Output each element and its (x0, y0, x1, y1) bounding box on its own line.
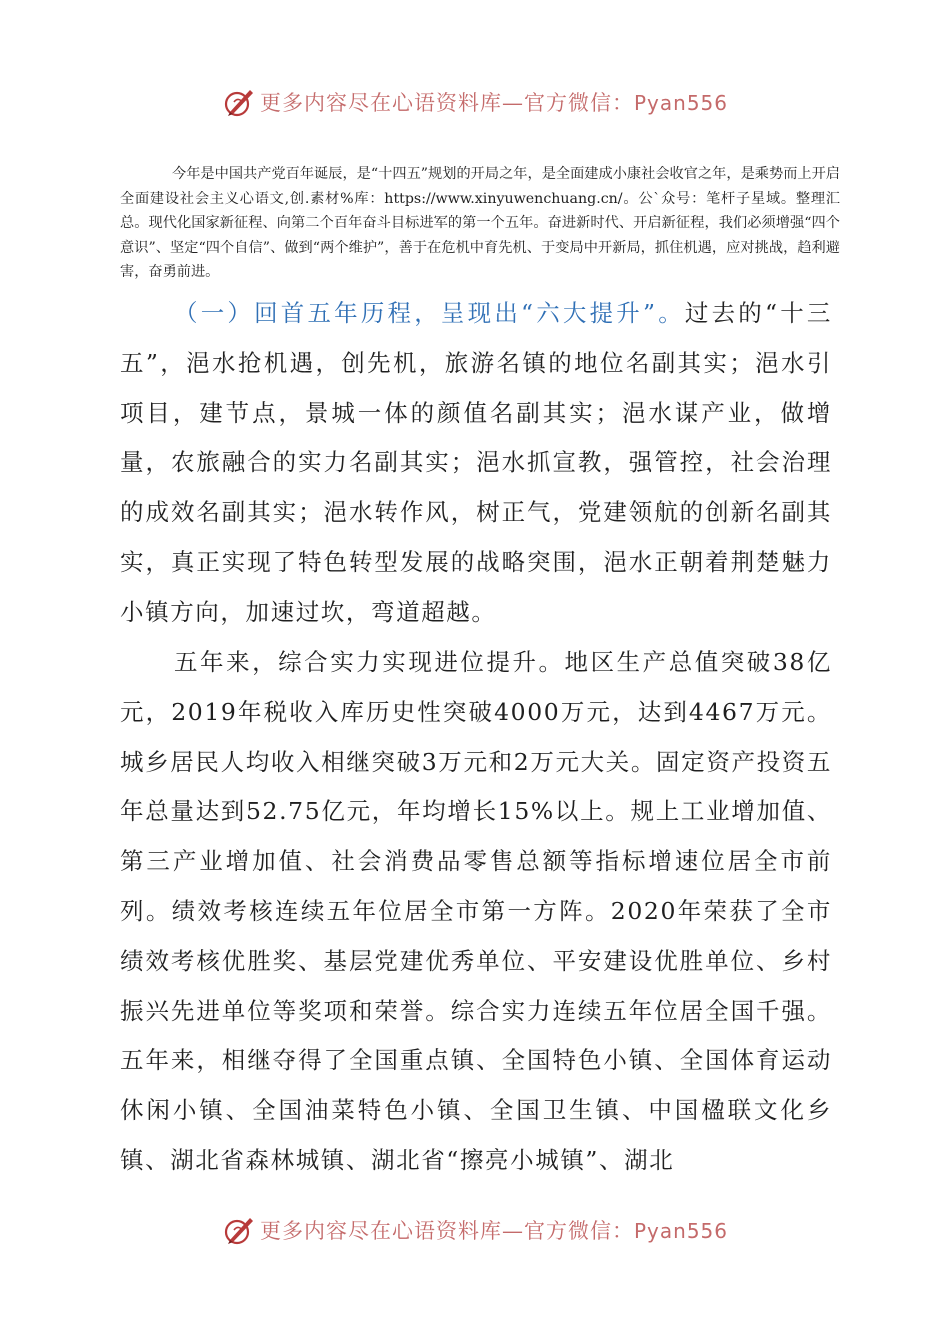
banner-text (260, 1215, 728, 1245)
footer-banner (0, 1210, 950, 1250)
section1-paragraph (120, 289, 832, 638)
banner-account: Pyan556 (633, 91, 728, 115)
header-banner (0, 82, 950, 122)
pen-logo-icon (222, 85, 256, 119)
banner-prefix: 更多内容尽在心语资料库—官方微信： (259, 91, 634, 115)
banner-text (260, 87, 728, 117)
paragraph-2: 五年来，综合实力实现进位提升。地区生产总值突破38亿元，2019年税收入库历史性突破4000万元，达到4467万元。城乡居民人均收入相继突破3万元和2万元大关。固定资产投资五年总量达到52.75亿元，年均增长15%以上。规上工业增加值、第三产业增加值、社会消费品零售总额等指标增速位居全市前列。绩效考核连续五年位居全市第一方阵。2020年荣获了全市绩效考核优胜奖、基层党建优秀单位、平安建设优胜单位、乡村振兴先进单位等奖项和荣誉。综合实力连续五年位居全国千强。五年来，相继夺得了全国重点镇、全国特色小镇、全国体育运动休闲小镇、全国油菜特色小镇、全国卫生镇、中国楹联文化乡镇、湖北省森林城镇、湖北省“擦亮小城镇”、湖北 (120, 648, 832, 1174)
section1-heading: （一）回首五年历程，呈现出“六大提升”。 (174, 299, 685, 327)
banner-account: Pyan556 (633, 1219, 728, 1243)
pen-logo-icon (222, 1213, 256, 1247)
intro-paragraph: 今年是中国共产党百年诞辰，是“十四五”规划的开局之年，是全面建成小康社会收官之年，是乘势而上开启全面建设社会主义心语文,创.素材%库：https://www.xinyuwenchuang.cn/。公`众号：笔杆子星域。整理汇总。现代化国家新征程、向第二个百年奋斗目标进军的第一个五年。奋进新时代、开启新征程，我们必须增强“四个意识”、坚定“四个自信”、做到“两个维护”，善于在危机中育先机、于变局中开新局，抓住机遇，应对挑战，趋利避害，奋勇前进。 (120, 166, 840, 280)
section1-body: 过去的“十三五”，浥水抢机遇，创先机，旅游名镇的地位名副其实；浥水引项目，建节点，景城一体的颜值名副其实；浥水谋产业，做增量，农旅融合的实力名副其实；浥水抓宣教，强管控，社会治理的成效名副其实；浥水转作风，树正气，党建领航的创新名副其实，真正实现了特色转型发展的战略突围，浥水正朝着荆楚魅力小镇方向，加速过坎，弯道超越。 (120, 299, 832, 626)
banner-prefix: 更多内容尽在心语资料库—官方微信： (259, 1219, 634, 1243)
